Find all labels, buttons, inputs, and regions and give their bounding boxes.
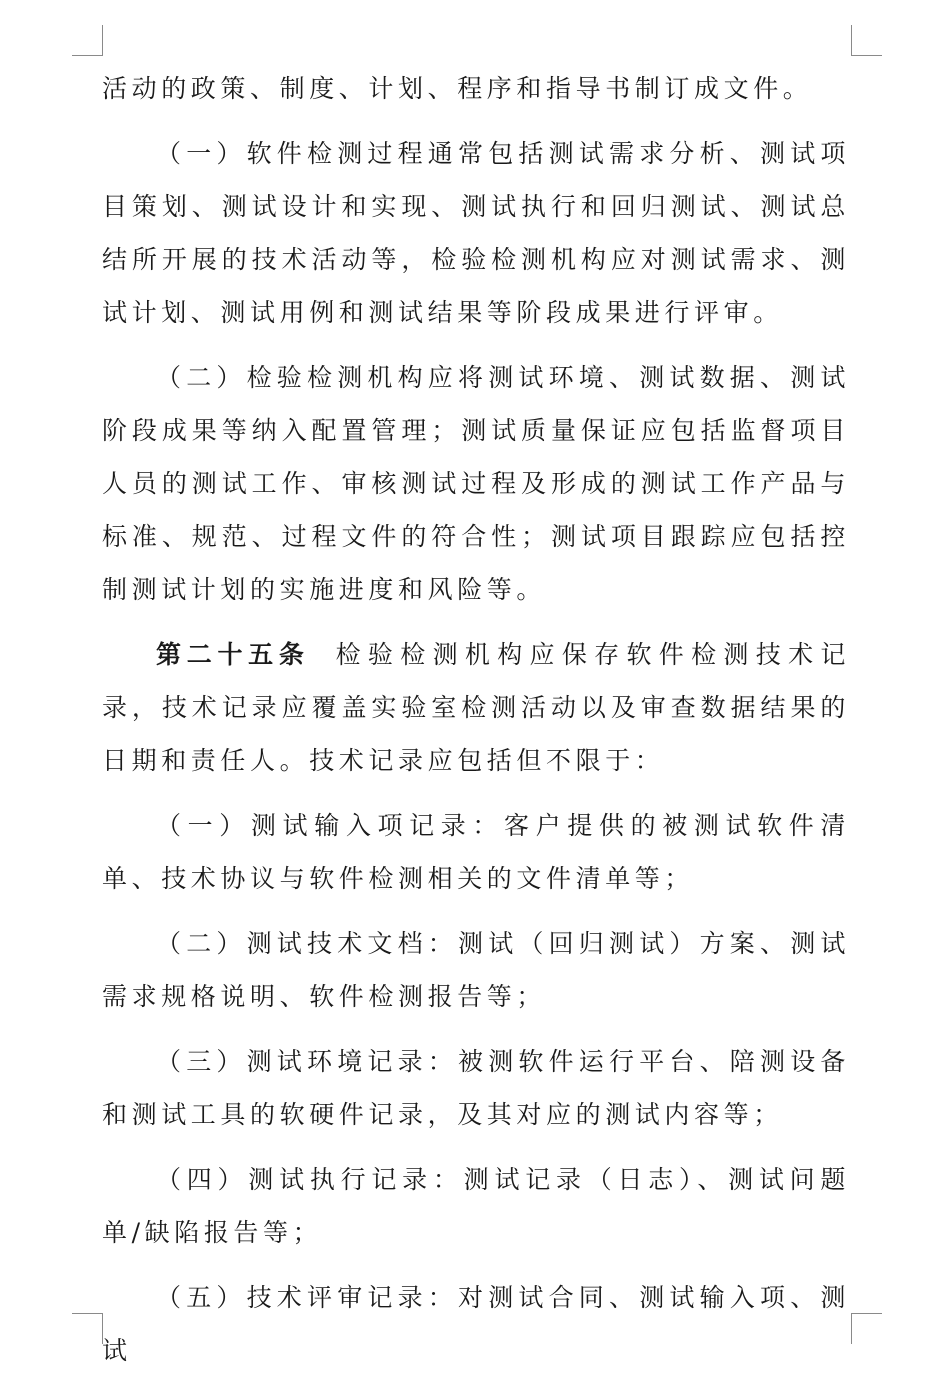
crop-mark-bottom-left bbox=[72, 1313, 103, 1344]
crop-mark-bottom-right bbox=[851, 1313, 882, 1344]
paragraph-item-2: （二）检验检测机构应将测试环境、测试数据、测试阶段成果等纳入配置管理；测试质量保证应包括监督项目人员的测试工作、审核测试过程及形成的测试工作产品与标准、规范、过程文件的符合性；测试项目跟踪应包括控制测试计划的实施进度和风险等。 bbox=[102, 363, 850, 604]
list-item-5: （五）技术评审记录：对测试合同、测试输入项、测试 bbox=[102, 1283, 850, 1365]
paragraph-continuation: 活动的政策、制度、计划、程序和指导书制订成文件。 bbox=[102, 74, 813, 103]
document-body bbox=[102, 62, 850, 1389]
list-item-3: （三）测试环境记录：被测软件运行平台、陪测设备和测试工具的软硬件记录，及其对应的测试内容等； bbox=[102, 1047, 850, 1129]
list-item-2: （二）测试技术文档：测试（回归测试）方案、测试需求规格说明、软件检测报告等； bbox=[102, 929, 850, 1011]
crop-mark-top-left bbox=[72, 25, 103, 56]
list-item-1: （一）测试输入项记录：客户提供的被测试软件清单、技术协议与软件检测相关的文件清单等； bbox=[102, 811, 850, 893]
article-25-paragraph bbox=[102, 628, 850, 787]
list-item-4: （四）测试执行记录：测试记录（日志）、测试问题单/缺陷报告等； bbox=[102, 1165, 850, 1247]
article-text: 检验检测机构应保存软件检测技术记录，技术记录应覆盖实验室检测活动以及审查数据结果的日期和责任人。技术记录应包括但不限于： bbox=[102, 640, 850, 775]
crop-mark-top-right bbox=[851, 25, 882, 56]
article-heading: 第二十五条 bbox=[156, 640, 310, 669]
paragraph-item-1: （一）软件检测过程通常包括测试需求分析、测试项目策划、测试设计和实现、测试执行和回归测试、测试总结所开展的技术活动等，检验检测机构应对测试需求、测试计划、测试用例和测试结果等阶段成果进行评审。 bbox=[102, 139, 850, 327]
